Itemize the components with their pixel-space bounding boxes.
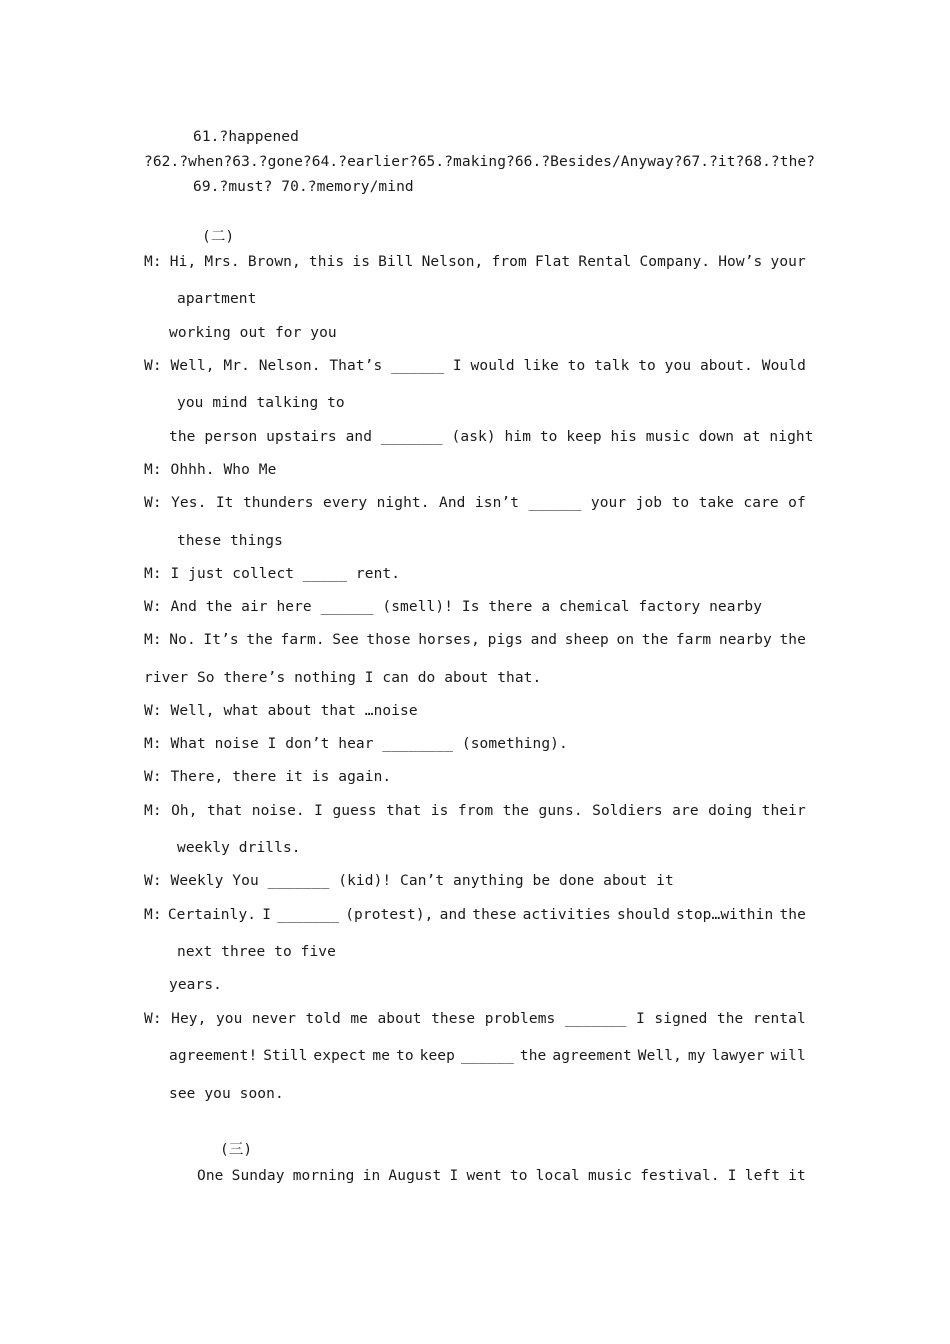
passage-line: One Sunday morning in August I went to local music festival. I left it	[197, 1168, 806, 1184]
answer-line-3: 69.?must? 70.?memory/mind	[193, 179, 414, 195]
answer-line-1: 61.?happened	[193, 129, 299, 145]
section-heading-2: (二)	[202, 229, 235, 245]
dialogue-line: M: Certainly. I _______ (protest), and these activities should stop…within the	[144, 907, 806, 923]
dialogue-line: the person upstairs and _______ (ask) him to keep his music down at night	[169, 429, 814, 445]
dialogue-line: M: What noise I don’t hear ________ (something).	[144, 736, 568, 752]
dialogue-line: W: Weekly You _______ (kid)! Can’t anything be done about it	[144, 873, 674, 889]
answer-line-2: ?62.?when?63.?gone?64.?earlier?65.?making?66.?Besides/Anyway?67.?it?68.?the?	[144, 154, 816, 170]
dialogue-line: W: And the air here ______ (smell)! Is there a chemical factory nearby	[144, 599, 763, 615]
dialogue-line: M: I just collect _____ rent.	[144, 566, 401, 582]
dialogue-line: M: Oh, that noise. I guess that is from the guns. Soldiers are doing their	[144, 803, 806, 819]
dialogue-line: next three to five	[177, 944, 336, 960]
dialogue-line: W: Well, Mr. Nelson. That’s ______ I would like to talk to you about. Would	[144, 358, 806, 374]
dialogue-line: M: Ohhh. Who Me	[144, 462, 277, 478]
dialogue-line: see you soon.	[169, 1086, 284, 1102]
dialogue-line: M: Hi, Mrs. Brown, this is Bill Nelson, from Flat Rental Company. How’s your	[144, 254, 806, 270]
dialogue-line: M: No. It’s the farm. See those horses, pigs and sheep on the farm nearby the	[144, 632, 806, 648]
dialogue-line: these things	[177, 533, 283, 549]
dialogue-line: weekly drills.	[177, 840, 301, 856]
dialogue-line: years.	[169, 977, 222, 993]
dialogue-line: W: Well, what about that …noise	[144, 703, 418, 719]
dialogue-line: W: Hey, you never told me about these problems _______ I signed the rental	[144, 1011, 806, 1027]
dialogue-line: W: There, there it is again.	[144, 769, 392, 785]
dialogue-line: apartment	[177, 291, 257, 307]
dialogue-line: river So there’s nothing I can do about that.	[144, 670, 542, 686]
dialogue-line: working out for you	[169, 325, 337, 341]
dialogue-line: agreement! Still expect me to keep ______ the agreement Well, my lawyer will	[169, 1048, 806, 1064]
section-heading-3: (三)	[220, 1142, 253, 1158]
dialogue-line: W: Yes. It thunders every night. And isn’t ______ your job to take care of	[144, 495, 806, 511]
dialogue-line: you mind talking to	[177, 395, 345, 411]
